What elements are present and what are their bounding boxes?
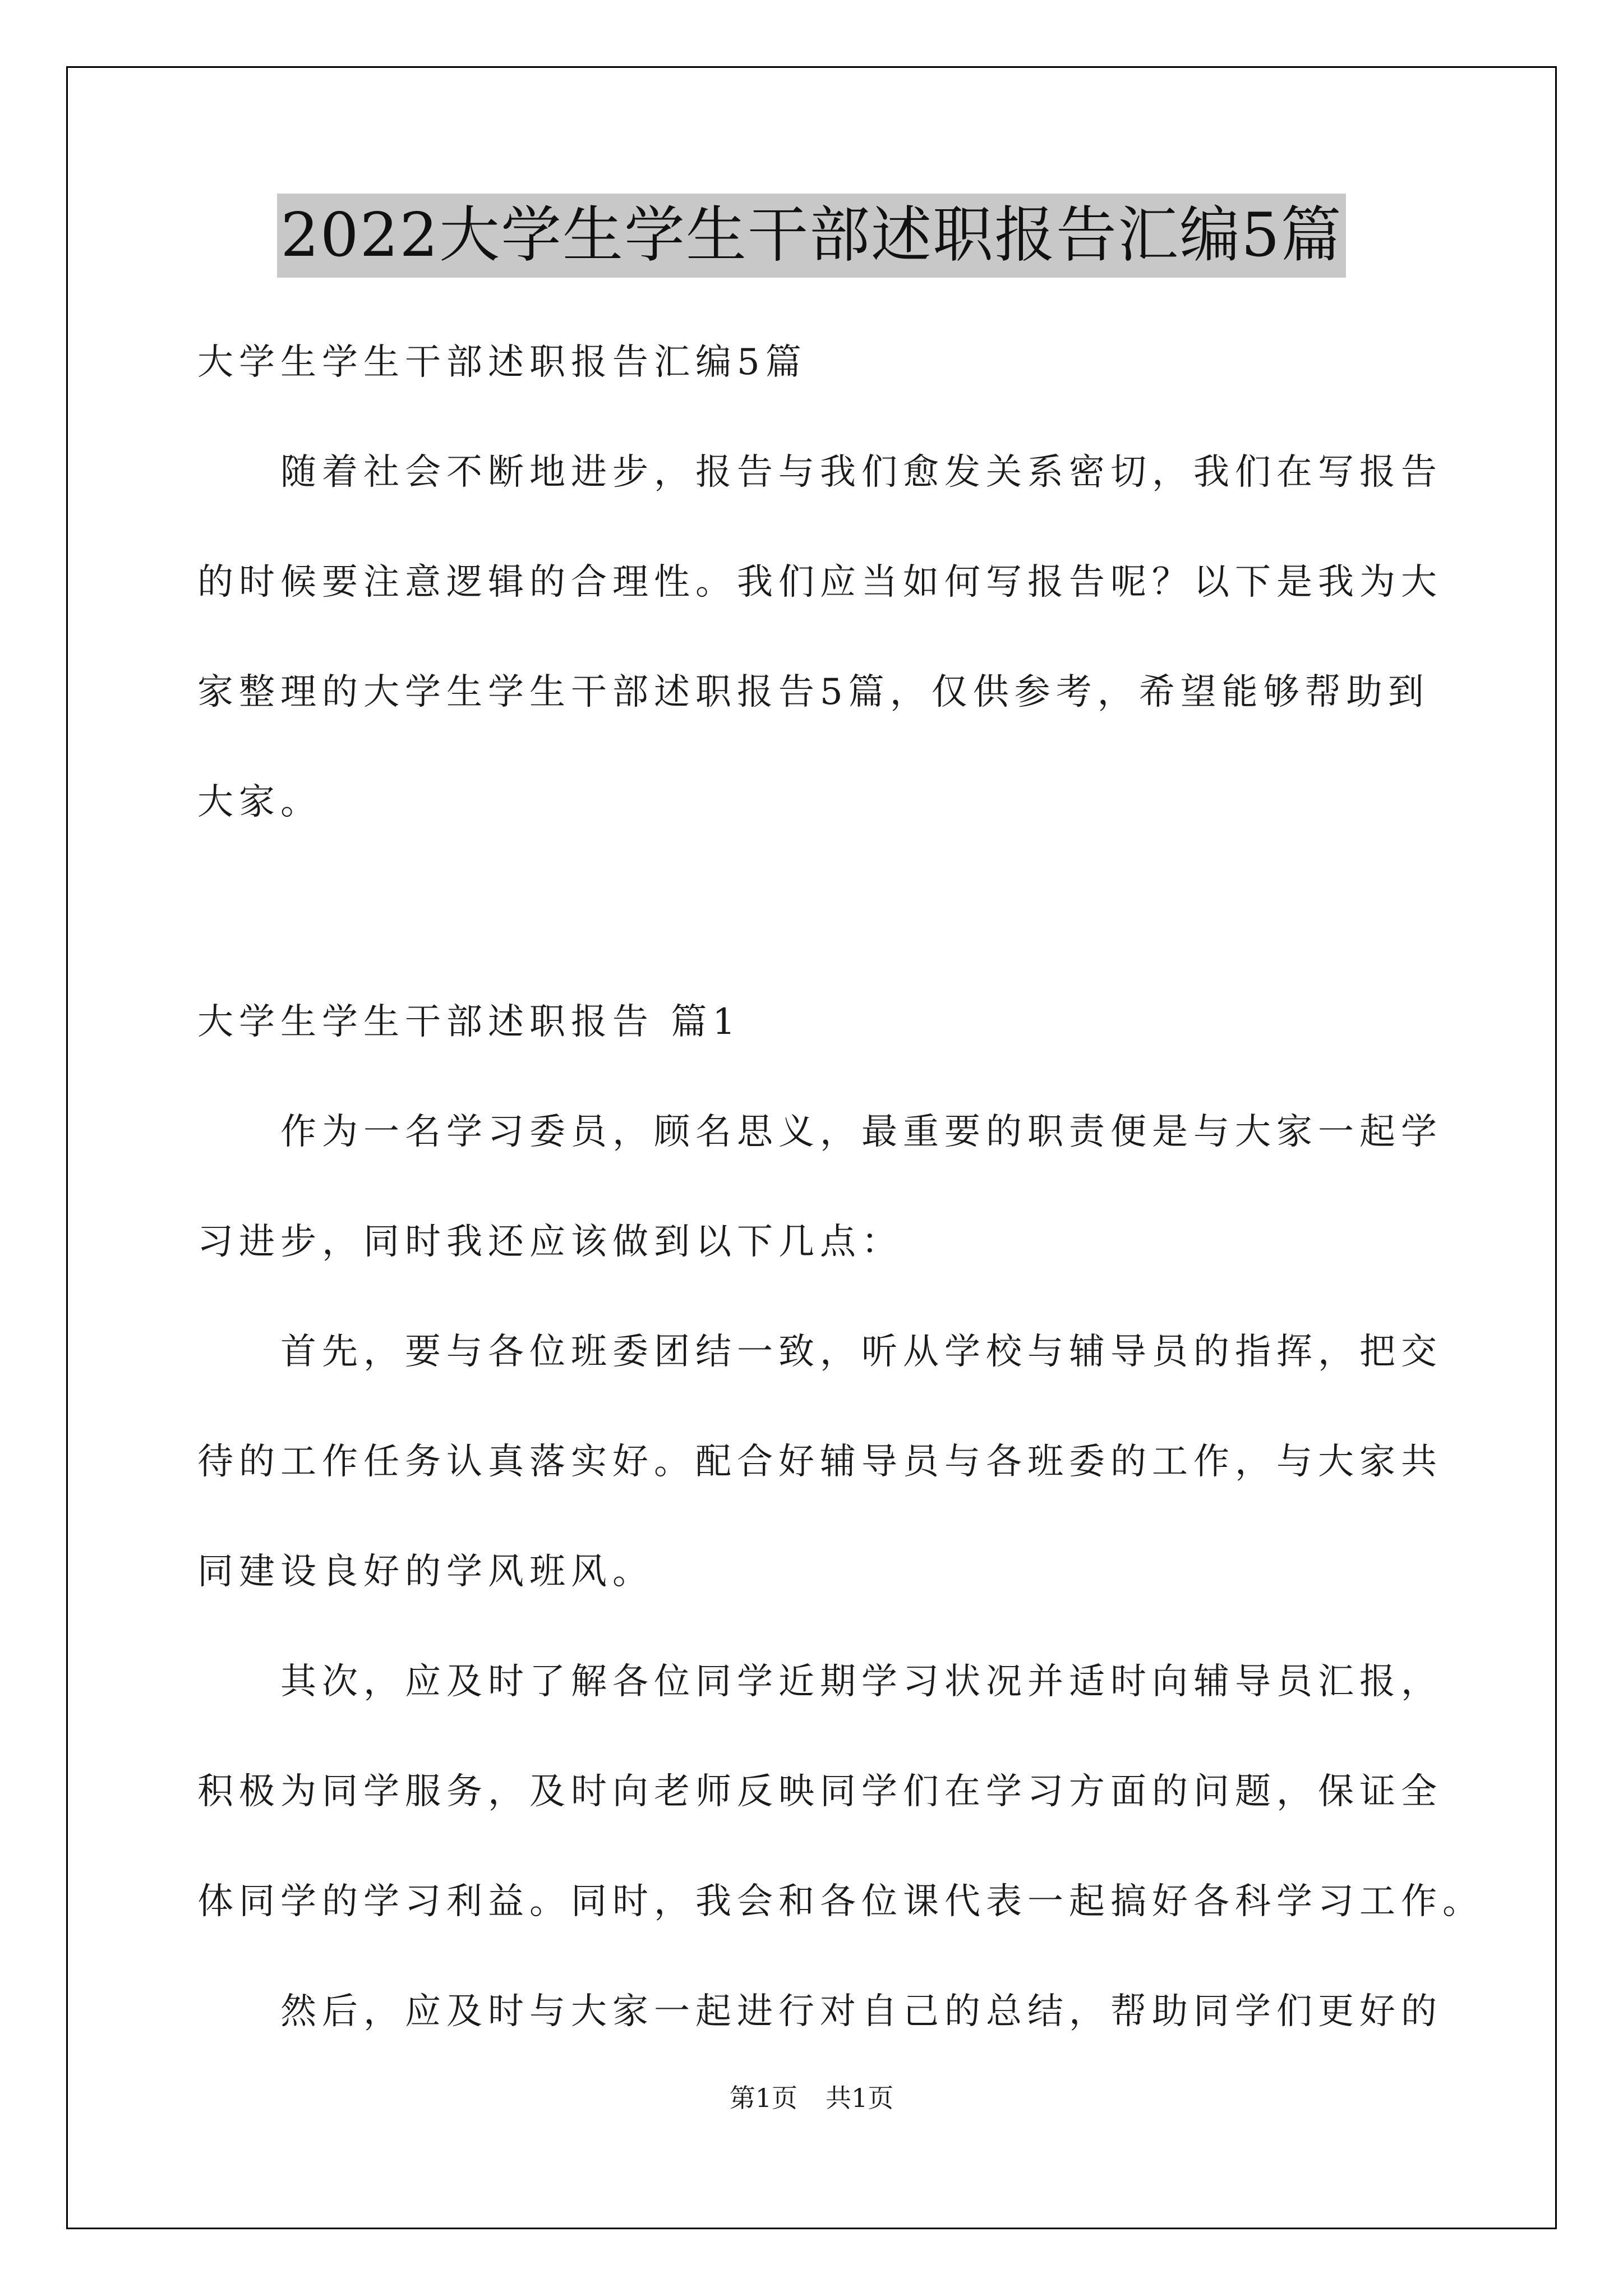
paragraph-line: 家整理的大学生学生干部述职报告5篇，仅供参考，希望能够帮助到 xyxy=(197,671,1430,713)
paragraph-line: 习进步，同时我还应该做到以下几点： xyxy=(197,1221,903,1263)
paragraph-line: 待的工作任务认真落实好。配合好辅导员与各班委的工作，与大家共 xyxy=(197,1441,1442,1483)
paragraph-line: 然后，应及时与大家一起进行对自己的总结，帮助同学们更好的 xyxy=(280,1991,1442,2032)
page-number-current: 第1页 xyxy=(729,2083,797,2113)
blank-line xyxy=(197,857,1431,967)
page-number-total: 共1页 xyxy=(826,2083,894,2113)
paragraph-line: 的时候要注意逻辑的合理性。我们应当如何写报告呢？以下是我为大 xyxy=(197,562,1442,603)
title-container xyxy=(0,194,1623,278)
page-footer xyxy=(0,2081,1623,2115)
document-body xyxy=(197,307,1484,2067)
section-heading: 大学生学生干部述职报告 篇1 xyxy=(197,1001,741,1043)
paragraph-line: 积极为同学服务，及时向老师反映同学们在学习方面的问题，保证全 xyxy=(197,1771,1442,1812)
paragraph-line: 随着社会不断地进步，报告与我们愈发关系密切，我们在写报告 xyxy=(280,452,1442,493)
paragraph-line: 其次，应及时了解各位同学近期学习状况并适时向辅导员汇报， xyxy=(280,1661,1442,1703)
document-title: 2022大学生学生干部述职报告汇编5篇 xyxy=(277,194,1346,278)
paragraph-line: 首先，要与各位班委团结一致，听从学校与辅导员的指挥，把交 xyxy=(280,1331,1442,1373)
paragraph-line: 同建设良好的学风班风。 xyxy=(197,1551,654,1593)
paragraph-line: 体同学的学习利益。同时，我会和各位课代表一起搞好各科学习工作。 xyxy=(197,1881,1484,1922)
paragraph-line: 作为一名学习委员，顾名思义，最重要的职责便是与大家一起学 xyxy=(280,1111,1442,1153)
subtitle-line: 大学生学生干部述职报告汇编5篇 xyxy=(197,342,807,383)
paragraph-line: 大家。 xyxy=(197,781,322,823)
